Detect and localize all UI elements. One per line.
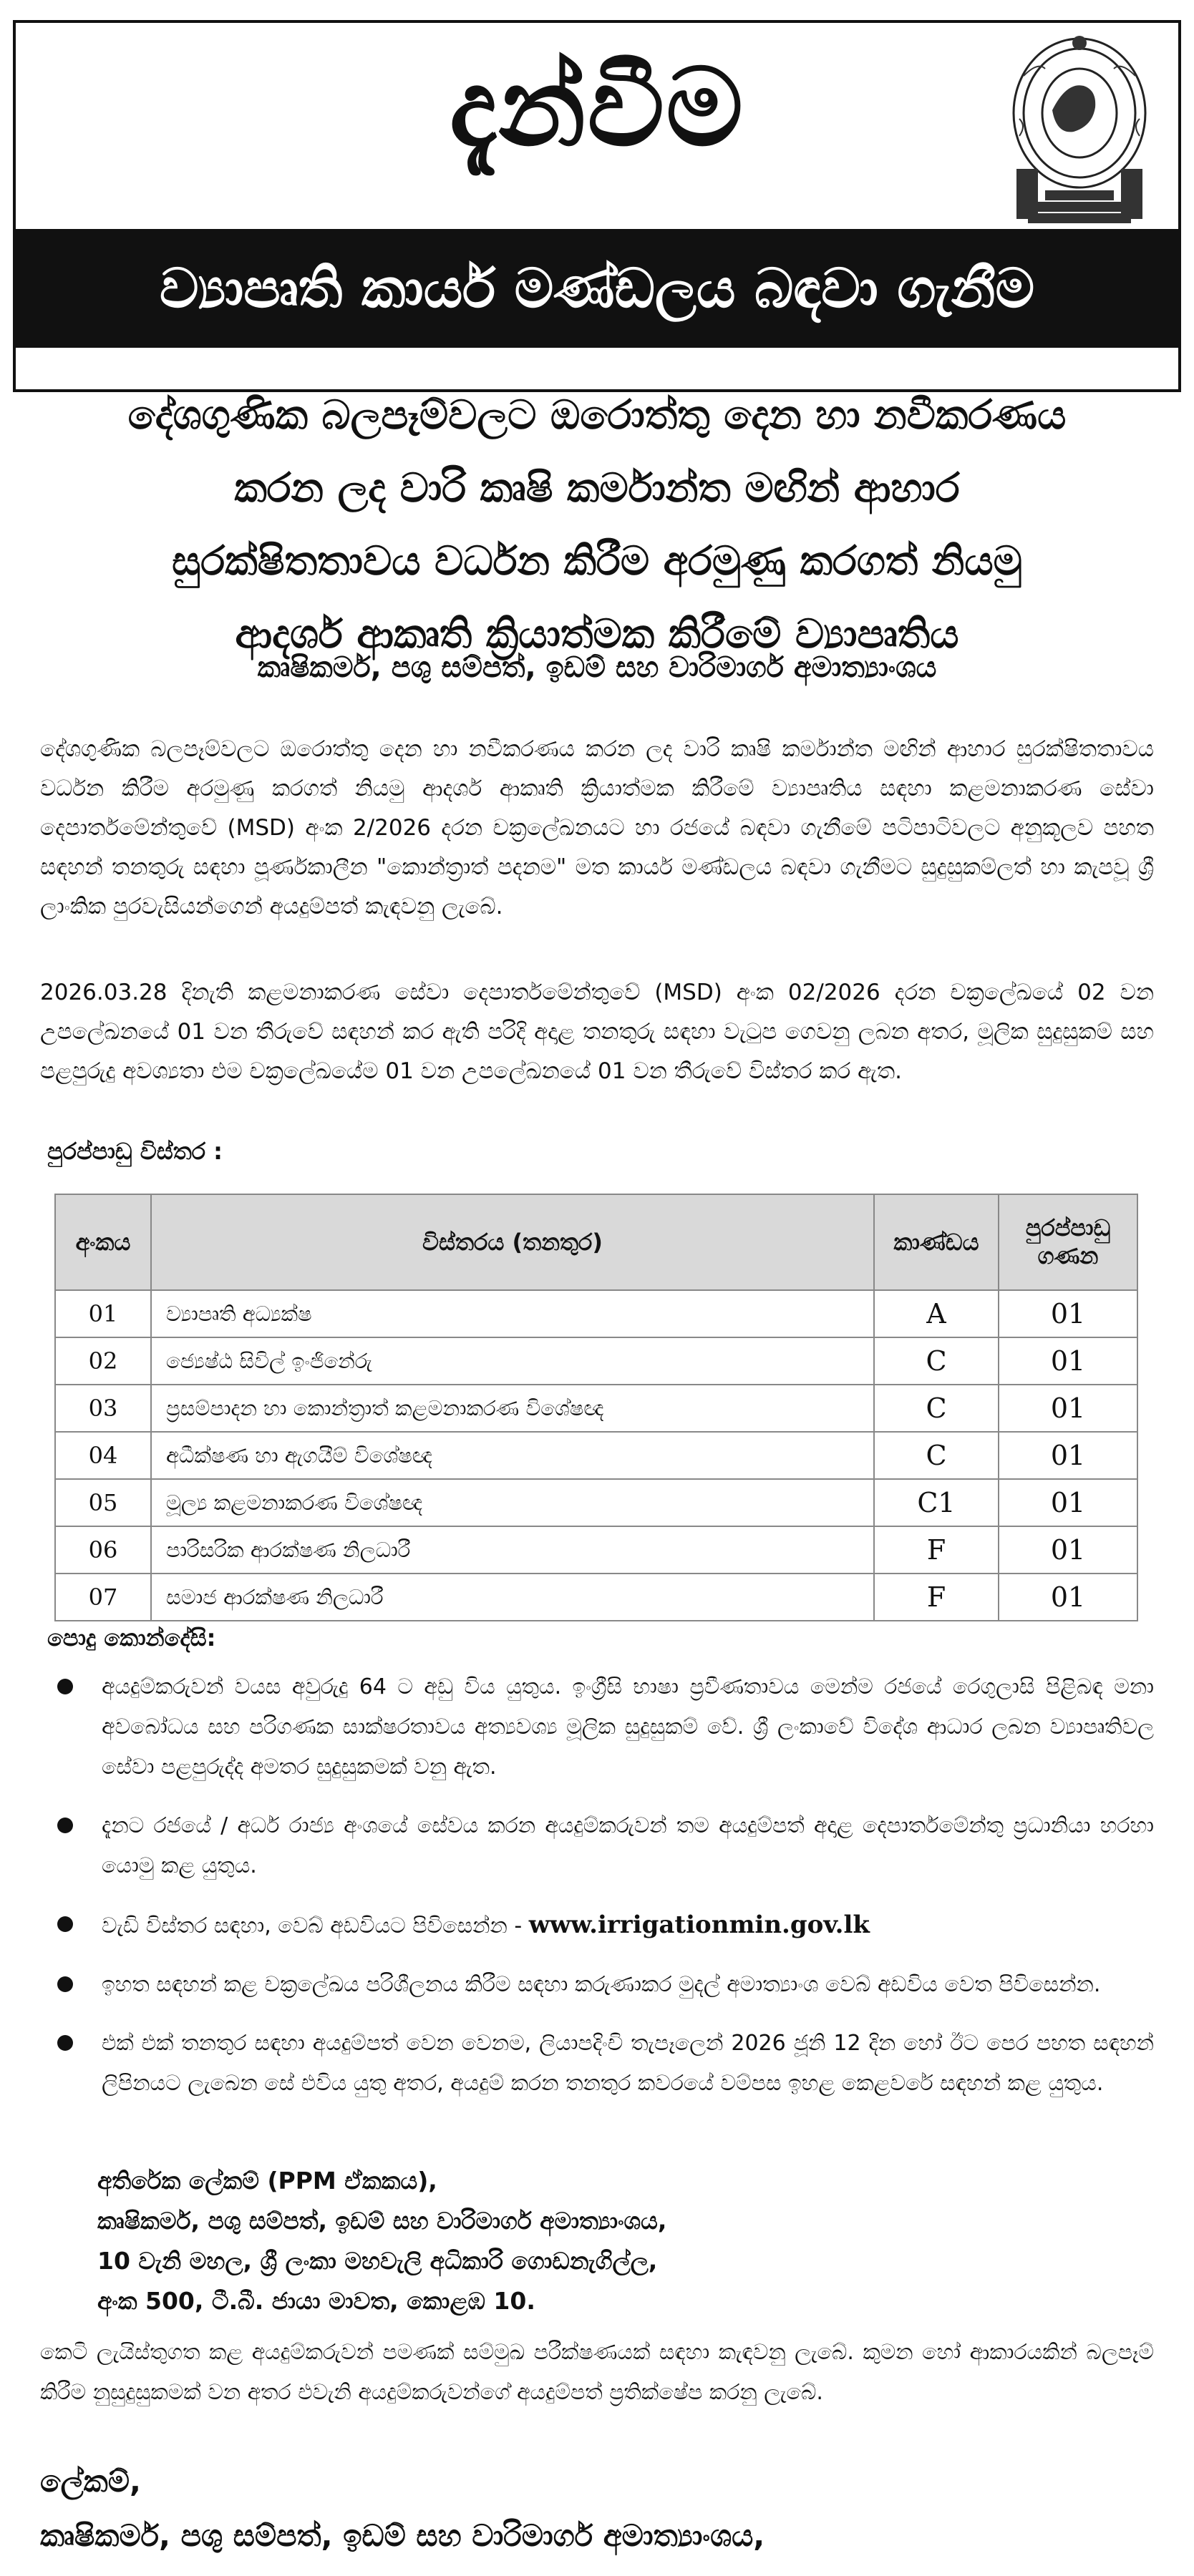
row-number: 06 [55, 1526, 151, 1574]
column-header-description: විස්තරය (තනතුර) [151, 1194, 874, 1290]
column-header-category: කාණ්ඩය [874, 1194, 999, 1290]
project-title-line: දේශගුණික බලපෑම්වලට ඔරොත්තු දෙන හා නවීකරණය [127, 392, 1067, 439]
row-category: C1 [874, 1479, 999, 1526]
list-item [47, 1965, 1154, 2005]
address-line: කෘෂිකර්ම, පශු සම්පත්, ඉඩම් සහ වාරිමාර්ග අමාත්‍යාංශය, [97, 2207, 667, 2235]
condition-text: වැඩි විස්තර සඳහා, වෙබ් අඩවියට පිවිසෙන්න - [102, 1913, 529, 1938]
sri-lanka-emblem-icon [1002, 33, 1157, 226]
row-number: 01 [55, 1290, 151, 1337]
table-row [55, 1432, 1137, 1479]
row-category: A [874, 1290, 999, 1337]
conditions-list [47, 1667, 1154, 2122]
condition-text: එක් එක් තනතුර සඳහා අයදුම්පත් වෙන වෙනම, ලියාපදිංචි තැපෑලෙන් 2026 ජූනි 12 දින හෝ ඊට පෙර පහත සඳහන් ලිපිනයට ලැබෙන සේ එවිය යුතු අතර, අයදුම් කරන තනතුර කවරයේ වම්පස ඉහළ කෙළවරේ සඳහන් කළ යුතුය. [102, 2031, 1154, 2096]
row-position: අධීක්ෂණ හා ඇගයීම් විශේෂඥ [151, 1432, 874, 1479]
row-count: 01 [999, 1385, 1137, 1432]
bullet-icon [57, 1916, 73, 1932]
website-link[interactable]: www.irrigationmin.gov.lk [528, 1911, 870, 1939]
project-title-line: ආදර්ශ ආකෘති ක්‍රියාත්මක කිරීමේ ව්‍යාපෘතිය [235, 611, 959, 658]
list-item [47, 1905, 1154, 1946]
row-position: ප්‍රසම්පාදන හා කොන්ත්‍රාත් කළමනාකරණ විශේෂඥ [151, 1385, 874, 1432]
vacancies-heading: පුරප්පාඩු විස්තර : [47, 1138, 223, 1165]
postal-address [97, 2161, 666, 2321]
bullet-icon [57, 1976, 73, 1992]
signatory-title: ලේකම්, [40, 2464, 141, 2499]
row-count: 01 [999, 1290, 1137, 1337]
vacancies-table [54, 1194, 1138, 1621]
list-item [47, 1806, 1154, 1886]
address-line: අංක 500, ටී.බී. ජායා මාවත, කොළඹ 10. [97, 2287, 535, 2315]
bullet-icon [57, 1679, 73, 1694]
project-title-line: සුරක්ෂිතතාවය වර්ධන කිරීම අරමුණු කරගත් නියමු [172, 538, 1022, 585]
conditions-heading: පොදු කොන්දේසි: [47, 1624, 216, 1652]
condition-text: ඉහත සඳහන් කළ චක්‍රලේඛය පරිශීලනය කිරීම සඳහා කරුණාකර මුදල් අමාත්‍යාංශ වෙබ් අඩවිය වෙත පිවිසෙන්න. [102, 1972, 1101, 1997]
row-category: C [874, 1337, 999, 1385]
row-number: 04 [55, 1432, 151, 1479]
row-position: ජ්‍යෙෂ්ඨ සිවිල් ඉංජිනේරු [151, 1337, 874, 1385]
condition-text: දැනට රජයේ / අර්ධ රාජ්‍ය අංශයේ සේවය කරන අයදුම්කරුවන් තම අයදුම්පත් අදාළ දෙපාර්තමේන්තු ප්‍රධානියා හරහා යොමු කළ යුතුය. [102, 1813, 1154, 1878]
bullet-icon [57, 1818, 73, 1833]
row-category: C [874, 1385, 999, 1432]
row-position: ව්‍යාපෘති අධ්‍යක්ෂ [151, 1290, 874, 1337]
row-count: 01 [999, 1574, 1137, 1621]
list-item [47, 1667, 1154, 1787]
signature-block [40, 2454, 765, 2563]
bullet-icon [57, 2035, 73, 2051]
table-row [55, 1574, 1137, 1621]
table-row [55, 1337, 1137, 1385]
row-category: F [874, 1526, 999, 1574]
row-category: C [874, 1432, 999, 1479]
row-count: 01 [999, 1526, 1137, 1574]
row-category: F [874, 1574, 999, 1621]
row-position: මූල්‍ය කළමනාකරණ විශේෂඥ [151, 1479, 874, 1526]
recruitment-banner: ව්‍යාපෘති කාර්ය මණ්ඩලය බඳවා ගැනීම [13, 229, 1181, 348]
row-position: පාරිසරික ආරක්ෂණ නිලධාරී [151, 1526, 874, 1574]
column-header-number: අංකය [55, 1194, 151, 1290]
condition-text: අයදුම්කරුවන් වයස අවුරුදු 64 ට අඩු විය යුතුය. ඉංග්‍රීසි භාෂා ප්‍රවීණතාවය මෙන්ම රජයේ රෙගුලාසි පිළිබඳ මනා අවබෝධය සහ පරිගණක සාක්ෂරතාවය අත්‍යවශ්‍ය මූලික සුදුසුකම් වේ. ශ්‍රී ලංකාවේ විදේශ ආධාර ලබන ව්‍යාපෘතිවල සේවා පළපුරුද්ද අමතර සුදුසුකමක් වනු ඇත. [102, 1674, 1154, 1780]
table-row [55, 1290, 1137, 1337]
signatory-ministry: කෘෂිකර්ම, පශු සම්පත්, ඉඩම් සහ වාරිමාර්ග අමාත්‍යාංශය, [40, 2518, 765, 2553]
row-count: 01 [999, 1479, 1137, 1526]
intro-paragraph: දේශගුණික බලපෑම්වලට ඔරොත්තු දෙන හා නවීකරණය කරන ලද වාරි කෘෂි කර්මාන්ත මඟින් ආහාර සුරක්ෂිතතාවය වර්ධන කිරීම අරමුණු කරගත් නියමු ආදර්ශ ආකෘති ක්‍රියාත්මක කිරීමේ ව්‍යාපෘතිය සඳහා කළමනාකරණ සේවා දෙපාර්තමේන්තුවේ (MSD) අංක 2/2026 දරන චක්‍රලේඛනයට හා රජයේ බඳවා ගැනීමේ පටිපාටිවලට අනුකූලව පහත සඳහන් තනතුරු සඳහා පූර්ණකාලීන "කොන්ත්‍රාත් පදනම" මත කාර්ය මණ්ඩලය බඳවා ගැනීමට සුදුසුකම්ලත් හා කැපවූ ශ්‍රී ලාංකික පුරවැසියන්ගෙන් අයදුම්පත් කැඳවනු ලැබේ. [40, 736, 1154, 919]
row-position: සමාජ ආරක්ෂණ නිලධාරී [151, 1574, 874, 1621]
table-row [55, 1385, 1137, 1432]
row-number: 03 [55, 1385, 151, 1432]
row-number: 07 [55, 1574, 151, 1621]
table-row [55, 1479, 1137, 1526]
page-title: දැන්වීම [449, 46, 745, 170]
row-count: 01 [999, 1432, 1137, 1479]
row-count: 01 [999, 1337, 1137, 1385]
project-title-line: කරන ලද වාරි කෘෂි කර්මාන්ත මඟින් ආහාර [234, 465, 960, 512]
address-line: 10 වැනි මහල, ශ්‍රී ලංකා මහවැලි අධිකාරි ගොඩනැගිල්ල, [97, 2247, 658, 2275]
row-number: 02 [55, 1337, 151, 1385]
salary-paragraph: 2026.03.28 දිනැති කළමනාකරණ සේවා දෙපාර්තමේන්තුවේ (MSD) අංක 02/2026 දරන චක්‍රලේඛයේ 02 වන උපලේඛනයේ 01 වන තීරුවේ සඳහන් කර ඇති පරිදි අදාළ තනතුරු සඳහා වැටුප ගෙවනු ලබන අතර, මූලික සුදුසුකම් සහ පළපුරුදු අවශ්‍යතා එම චක්‍රලේඛයේම 01 වන උපලේඛනයේ 01 වන තීරුවේ විස්තර කර ඇත. [40, 980, 1154, 1084]
table-row [55, 1526, 1137, 1574]
column-header-vacancy-count: පුරප්පාඩු ගණන [999, 1194, 1137, 1290]
interview-note: කෙටි ලැයිස්තුගත කළ අයදුම්කරුවන් පමණක් සම්මුඛ පරීක්ෂණයක් සඳහා කැඳවනු ලැබේ. කුමන හෝ ආකාරයකින් බලපෑම් කිරීම නුසුදුසුකමක් වන අතර එවැනි අයදුම්කරුවන්ගේ අයදුම්පත් ප්‍රතික්ෂේප කරනු ලැබේ. [40, 2340, 1154, 2405]
row-number: 05 [55, 1479, 151, 1526]
list-item [47, 2024, 1154, 2104]
table-header-row [55, 1194, 1137, 1290]
ministry-name: කෘෂිකර්ම, පශු සම්පත්, ඉඩම් සහ වාරිමාර්ග අමාත්‍යාංශය [257, 651, 937, 684]
project-title [40, 379, 1154, 671]
address-line: අතිරේක ලේකම් (PPM ඒකකය), [97, 2167, 437, 2195]
